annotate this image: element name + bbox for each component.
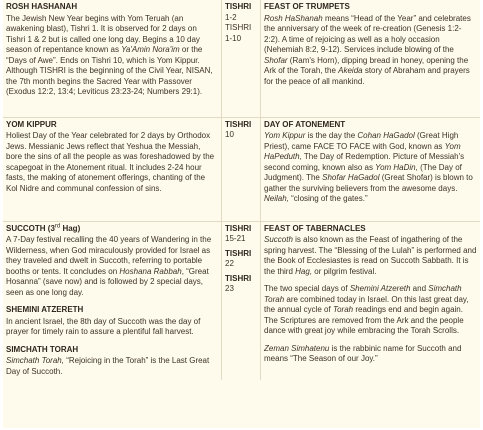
holiday-title: YOM KIPPUR <box>6 119 57 129</box>
day-range: 22 <box>225 259 234 268</box>
feast-description: Rosh HaShanah means “Head of the Year” and celebrates the anniversary of the week of re-creation (Genesis 1:2-2:2). A time of rejoicing as well as a holy occasion (Nehemiah 8:2, 9-12). Services include blowing of the Shofar (Ram's Horn), dipping bread in honey, opening the Ark of the Torah, the Akeida story of Abraham and prayers for the peace of all mankind. <box>264 13 471 86</box>
table-row <box>3 0 480 117</box>
holiday-title: SIMCHATH TORAH <box>6 344 79 354</box>
date-cell <box>222 117 261 221</box>
feast-description: The two special days of Shemini Atzereth and Simchath Torah are combined today in Israel. On this last great day, the annual cycle of Torah readings end and begin again. The Scriptures are removed from the Ark and the people dance with great joy while embracing the Torah Scrolls. <box>264 284 469 335</box>
holiday-description: The Jewish New Year begins with Yom Teruah (an awakening blast), Tishri 1. It is observed for 2 days on Tishri 1 & 2 but is called one long day. Begins a 10 day season of repentance known as Ya'Amin Nora'im or the “Days of Awe”. Ends on Tishri 10, which is Yom Kippur. Although TISHRI is the beginning of the Civil Year, NISAN, the 7th month begins the Sacred Year with Passover (Exodus 12:2, 13:4; Leviticus 23:23-24; Numbers 29:1). <box>6 13 213 96</box>
feast-description: Succoth is also known as the Feast of ingathering of the spring harvest. The “Blessing of the Lulah” is performed and the Book of Ecclesiastes is read on Succoth Sabbath. It is the third Hag, or pilgrim festival. <box>264 235 477 276</box>
holiday-description: Holiest Day of the Year celebrated for 2 days by Orthodox Jews. Messianic Jews reflect that Yeshua the Messiah, bore the sins of all the people as was foreshadowed by the scapegoat in the Atonement ritual. It includes 2-24 hour fasts, the making of atonement offerings, chanting of the Kol Nidre and communal confession of sins. <box>6 131 215 193</box>
date-cell <box>222 0 261 117</box>
feast-table-page <box>3 0 480 428</box>
feast-title: DAY OF ATONEMENT <box>264 119 346 129</box>
feast-title: FEAST OF TRUMPETS <box>264 2 350 11</box>
month-label: TISHRI <box>225 248 252 258</box>
month-label: TISHRI <box>225 223 252 233</box>
holiday-description: In ancient Israel, the 8th day of Succoth was the day of prayer for timely rain to assure a plentiful fall harvest. <box>6 316 201 336</box>
feast-description-cell <box>261 221 481 380</box>
day-range: 15-21 <box>225 234 246 243</box>
month-label: TISHRI <box>225 23 252 32</box>
day-range: 23 <box>225 284 234 293</box>
month-label: TISHRI <box>225 119 252 129</box>
month-label: TISHRI <box>225 273 252 283</box>
feast-description-cell <box>261 0 481 117</box>
table-row <box>3 221 480 380</box>
day-range: 1-2 <box>225 12 237 22</box>
day-range: 10 <box>225 130 234 139</box>
holiday-description-cell <box>3 0 222 117</box>
table-row <box>3 117 480 221</box>
holiday-title: SUCCOTH (3rd Hag) <box>6 222 81 233</box>
holiday-description: A 7-Day festival recalling the 40 years of Wandering in the Wilderness, when God miraculously provided for Israel as they traveled and dwelt in Succoth, referring to portable booths or tents. It concludes on Hoshana Rabbah, “Great Hosanna” (save now) and is followed by 2 special days, seen as one long day. <box>6 235 212 297</box>
date-cell <box>222 221 261 380</box>
feast-description: Yom Kippur is the day the Cohan HaGadol (Great High Priest), came FACE TO FACE with God, known as Yom HaPeduth, The Day of Redemption. Picture of Messiah's second coming, known also as Yom HaDin, (The Day of Judgment). The Shofar HaGadol (Great Shofar) is blown to gather the surviving believers from the awesome days. Neilah, “closing of the gates.” <box>264 131 473 203</box>
feast-description: Zeman Simhatenu is the rabbinic name for Succoth and means “The Season of our Joy.” <box>264 343 462 363</box>
holiday-title: SHEMINI ATZERETH <box>6 305 84 314</box>
feast-description-cell <box>261 117 481 221</box>
feast-title: FEAST OF TABERNACLES <box>264 223 366 233</box>
holiday-description-cell <box>3 117 222 221</box>
holiday-title: ROSH HASHANAH <box>6 2 78 11</box>
day-range: 1-10 <box>225 33 242 43</box>
holiday-description: Simchath Torah, “Rejoicing in the Torah” is the Last Great Day of Succoth. <box>6 356 210 376</box>
holiday-description-cell <box>3 221 222 380</box>
feast-table <box>3 0 480 380</box>
month-label: TISHRI <box>225 2 252 11</box>
